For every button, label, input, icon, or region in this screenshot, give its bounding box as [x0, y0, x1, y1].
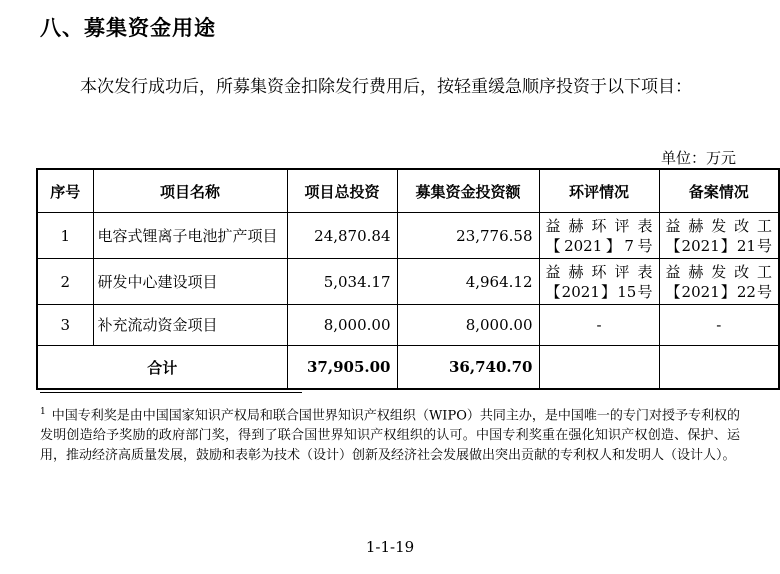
unit-label: 单位：万元	[660, 149, 736, 167]
row-record: -	[659, 305, 779, 346]
header-env: 环评情况	[539, 169, 659, 213]
row-env	[539, 259, 659, 305]
row-no: 2	[37, 259, 93, 305]
row-record	[659, 259, 779, 305]
row-no: 3	[37, 305, 93, 346]
header-total: 项目总投资	[287, 169, 397, 213]
row-record-line2: 【2021】22号	[665, 282, 772, 301]
row-name: 研发中心建设项目	[93, 259, 287, 305]
row-env	[539, 213, 659, 259]
row-record-line1: 益赫发改工	[665, 262, 772, 281]
footnote-divider	[40, 392, 302, 393]
intro-paragraph: 本次发行成功后，所募集资金扣除发行费用后，按轻重缓急顺序投资于以下项目：	[80, 77, 692, 97]
row-env-line2: 【2021】7号	[545, 236, 653, 255]
row-record-line2: 【2021】21号	[665, 236, 772, 255]
page-number: 1-1-19	[365, 538, 415, 556]
row-env-line2: 【2021】15号	[545, 282, 653, 301]
table-total-row	[37, 346, 779, 390]
total-raise: 36,740.70	[397, 346, 539, 390]
table-header-row	[37, 169, 779, 213]
total-label: 合计	[37, 346, 287, 390]
row-total: 5,034.17	[287, 259, 397, 305]
header-record: 备案情况	[659, 169, 779, 213]
table-row	[37, 259, 779, 305]
row-no: 1	[37, 213, 93, 259]
total-env-empty	[539, 346, 659, 390]
row-raise: 8,000.00	[397, 305, 539, 346]
fund-usage-table	[36, 168, 780, 390]
footnote-text: 中国专利奖是由中国国家知识产权局和联合国世界知识产权组织（WIPO）共同主办，是中国唯一的专门对授予专利权的发明创造给予奖励的政府部门奖，得到了联合国世界知识产权组织的认可。中国专利奖重在强化知识产权创造、保护、运用，推动经济高质量发展，鼓励和表彰为技术（设计）创新及经济社会发展做出突出贡献的专利权人和发明人（设计人）。	[40, 408, 740, 464]
footnote-marker: 1	[40, 407, 46, 417]
footnote	[40, 402, 740, 466]
table-row	[37, 305, 779, 346]
row-record	[659, 213, 779, 259]
row-env-line1: 益赫环评表	[545, 216, 653, 235]
table-row	[37, 213, 779, 259]
header-no: 序号	[37, 169, 93, 213]
header-raise: 募集资金投资额	[397, 169, 539, 213]
section-heading: 八、募集资金用途	[40, 16, 216, 40]
row-env: -	[539, 305, 659, 346]
row-raise: 4,964.12	[397, 259, 539, 305]
row-record-line1: 益赫发改工	[665, 216, 772, 235]
row-name: 补充流动资金项目	[93, 305, 287, 346]
row-name: 电容式锂离子电池扩产项目	[93, 213, 287, 259]
row-raise: 23,776.58	[397, 213, 539, 259]
row-total: 24,870.84	[287, 213, 397, 259]
total-record-empty	[659, 346, 779, 390]
total-sum: 37,905.00	[287, 346, 397, 390]
row-env-line1: 益赫环评表	[545, 262, 653, 281]
header-name: 项目名称	[93, 169, 287, 213]
row-total: 8,000.00	[287, 305, 397, 346]
